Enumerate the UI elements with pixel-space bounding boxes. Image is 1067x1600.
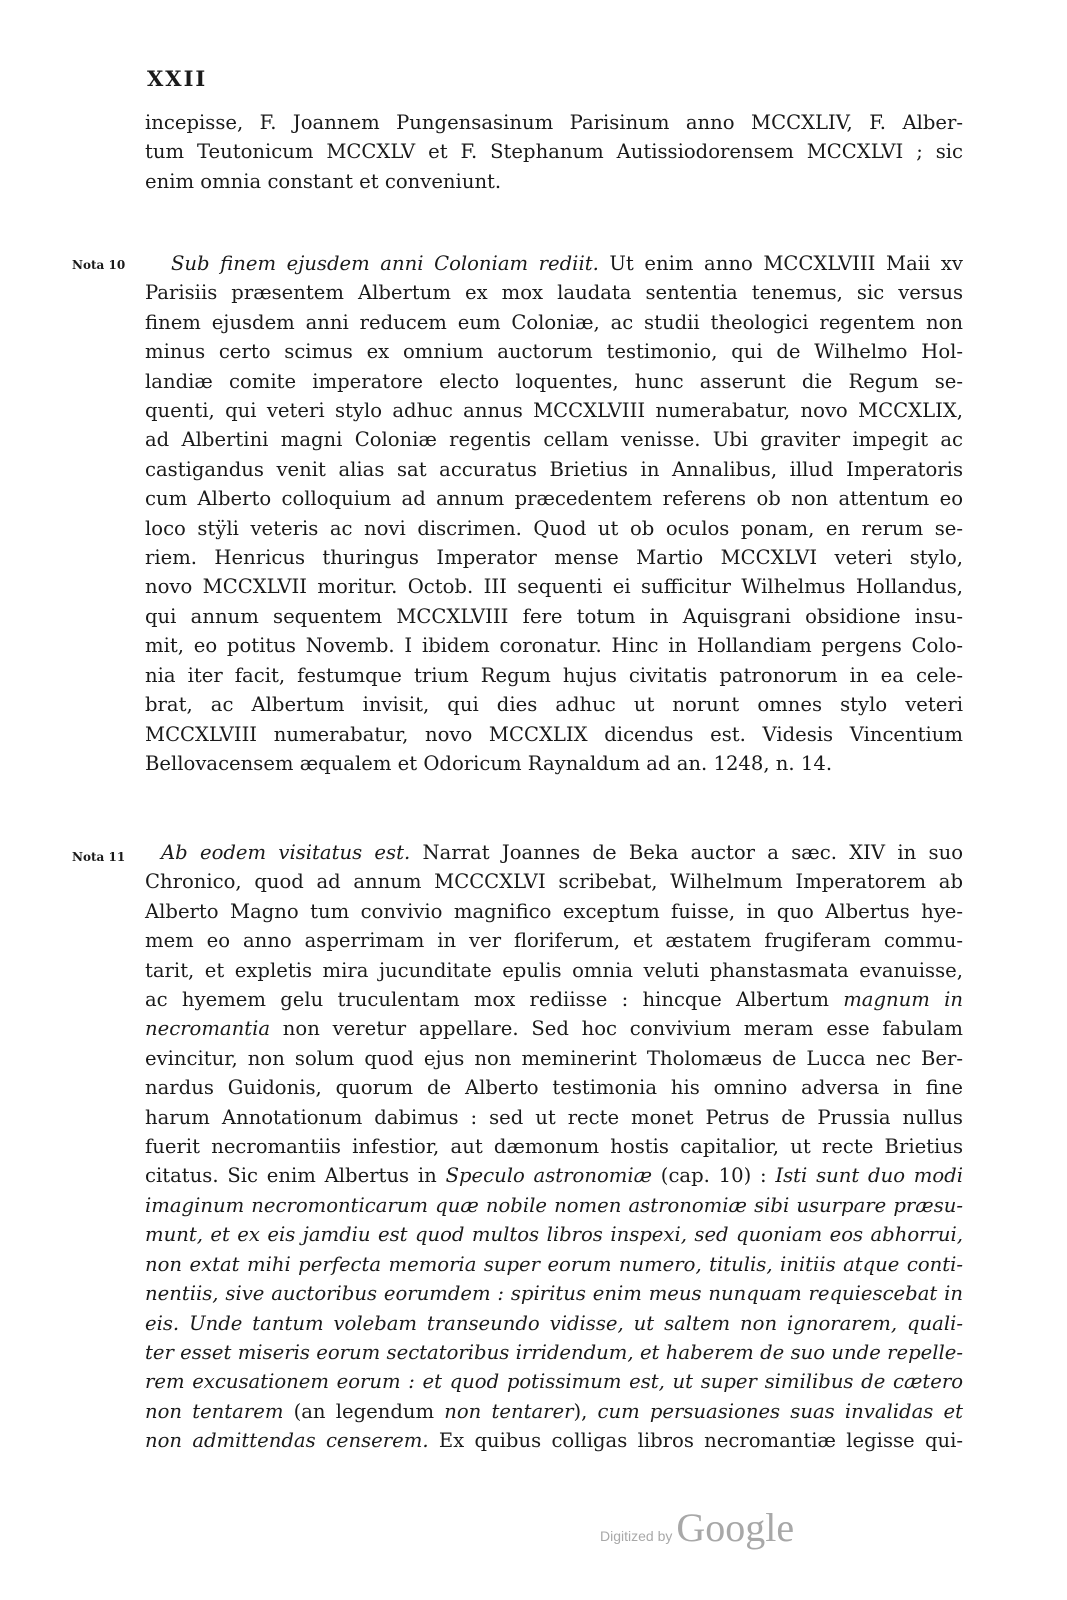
text-line: incepisse, F. Joannem Pungensasinum Parisinum anno MCCXLIV, F. Alber- [145, 111, 963, 134]
text-line: qui annum sequentem MCCXLVIII fere totum in Aquisgrani obsidione insu- [145, 604, 963, 628]
text-line: necromantia non veretur appellare. Sed hoc convivium meram esse fabulam [145, 1017, 963, 1041]
digitized-watermark [600, 1504, 794, 1551]
google-logo: Google [676, 1505, 795, 1550]
text-line: riem. Henricus thuringus Imperator mense Martio MCCXLVI veteri stylo, [145, 546, 963, 570]
quoted-line: munt, et ex eis jamdiu est quod multos libros inspexi, sed quoniam eos abhorrui, [145, 1223, 963, 1247]
text-line: Sub finem ejusdem anni Coloniam rediit. Ut enim anno MCCXLVIII Maii xv [171, 252, 963, 275]
text-line: nia iter facit, festumque trium Regum hujus civitatis patronorum in ea cele- [145, 663, 963, 687]
text-line: landiæ comite imperatore electo loquentes, hunc asserunt die Regum se- [145, 369, 963, 393]
text-line: brat, ac Albertum invisit, qui dies adhuc ut norunt omnes stylo veteri [145, 693, 963, 717]
text-line: fuerit necromantiis infestior, aut dæmonum hostis capitalior, ut recte Brietius [145, 1135, 963, 1159]
note-heading: Sub finem ejusdem anni Coloniam rediit. [171, 252, 599, 275]
note-10-paragraph [145, 249, 963, 778]
text-line: Alberto Magno tum convivio magnifico exceptum fuisse, in quo Albertus hye- [145, 899, 963, 923]
text-line: nardus Guidonis, quorum de Alberto testimonia his omnino adversa in fine [145, 1076, 963, 1100]
text-line: ad Albertini magni Coloniæ regentis cellam venisse. Ubi graviter impegit ac [145, 428, 963, 452]
text-line: novo MCCXLVII moritur. Octob. III sequenti ei sufficitur Wilhelmus Hollandus, [145, 575, 963, 599]
text-line: minus certo scimus ex omnium auctorum testimonio, qui de Wilhelmo Hol- [145, 340, 963, 364]
quoted-line: rem excusationem eorum : et quod potissimum est, ut super similibus de cætero [145, 1370, 963, 1394]
text-line: ac hyemem gelu truculentam mox rediisse : hincque Albertum magnum in [145, 988, 963, 1012]
quoted-line: nentiis, sive auctoribus eorumdem : spiritus enim meus nunquam requiescebat in [145, 1282, 963, 1306]
text-line: Chronico, quod ad annum MCCCXLVI scribebat, Wilhelmum Imperatorem ab [145, 870, 963, 894]
text-line: harum Annotationum dabimus : sed ut recte monet Petrus de Prussia nullus [145, 1105, 963, 1129]
text-line: loco stÿli veteris ac novi discrimen. Quod ut ob oculos ponam, en rerum se- [145, 516, 963, 540]
text-line: Bellovacensem æqualem et Odoricum Raynaldum ad an. 1248, n. 14. [145, 751, 833, 775]
quoted-line: ter esset miseris eorum sectatoribus irridendum, et haberem de suo unde repelle- [145, 1340, 963, 1364]
text-line: mit, eo potitus Novemb. I ibidem coronatur. Hinc in Hollandiam pergens Colo- [145, 634, 963, 658]
text-line: tarit, et expletis mira jucunditate epulis omnia veluti phanstasmata evanuisse, [145, 958, 963, 982]
text-line: non admittendas censerem. Ex quibus colligas libros necromantiæ legisse qui- [145, 1429, 963, 1453]
text-line: mem eo anno asperrimam in ver floriferum, et æstatem frugiferam commu- [145, 929, 963, 953]
margin-note-10: Nota 10 [72, 258, 126, 272]
text-line: cum Alberto colloquium ad annum præcedentem referens ob non attentum eo [145, 487, 963, 511]
text-line: enim omnia constant et conveniunt. [145, 169, 502, 193]
quoted-line: imaginum necromonticarum quæ nobile nomen astronomiæ sibi usurpare præsu- [145, 1193, 963, 1217]
text-line: quenti, qui veteri stylo adhuc annus MCCXLVIII numerabatur, novo MCCXLIX, [145, 399, 963, 423]
text-line: castigandus venit alias sat accuratus Brietius in Annalibus, illud Imperatoris [145, 457, 963, 481]
intro-paragraph [145, 108, 963, 196]
text-line: Ab eodem visitatus est. Narrat Joannes de Beka auctor a sæc. XIV in suo [161, 841, 963, 864]
digitized-label: Digitized by [600, 1528, 673, 1544]
margin-note-11: Nota 11 [72, 850, 126, 864]
quoted-line: eis. Unde tantum volebam transeundo vidisse, ut saltem non ignorarem, quali- [145, 1311, 963, 1335]
text-line: finem ejusdem anni reducem eum Coloniæ, ac studii theologici regentem non [145, 310, 963, 334]
text-line: non tentarem (an legendum non tentarer), cum persuasiones suas invalidas et [145, 1399, 963, 1423]
text-line: Parisiis præsentem Albertum ex mox laudata sententia tenemus, sic versus [145, 281, 963, 305]
note-heading: Ab eodem visitatus est. [161, 841, 411, 864]
note-11-paragraph [145, 838, 963, 1456]
text-line: evincitur, non solum quod ejus non meminerint Tholomæus de Lucca nec Ber- [145, 1046, 963, 1070]
text-line: citatus. Sic enim Albertus in Speculo astronomiæ (cap. 10) : Isti sunt duo modi [145, 1164, 963, 1188]
text-line: MCCXLVIII numerabatur, novo MCCXLIX dicendus est. Videsis Vincentium [145, 722, 963, 746]
text-line: tum Teutonicum MCCXLV et F. Stephanum Autissiodorensem MCCXLVI ; sic [145, 140, 963, 164]
quoted-line: non extat mihi perfecta memoria super eorum numero, titulis, initiis atque conti- [145, 1252, 963, 1276]
page-number: XXII [147, 66, 208, 91]
